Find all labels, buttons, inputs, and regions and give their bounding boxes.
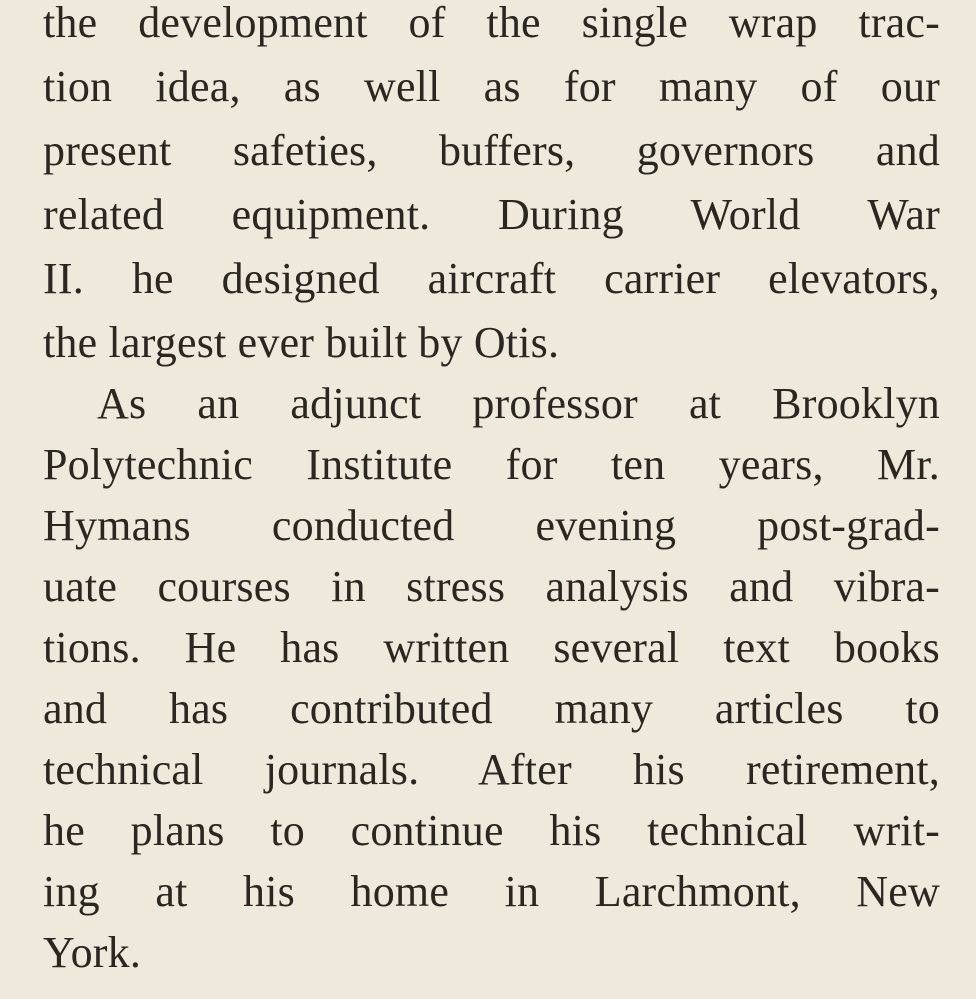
text-line: Hymans conducted evening post-grad- bbox=[43, 501, 940, 550]
text-line: tions. He has written several text books bbox=[43, 623, 940, 672]
text-line: the development of the single wrap trac- bbox=[43, 0, 940, 47]
text-line: As an adjunct professor at Brooklyn bbox=[97, 379, 940, 428]
text-line: the largest ever built by Otis. bbox=[43, 318, 560, 367]
text-line: related equipment. During World War bbox=[43, 190, 940, 239]
text-line: II. he designed aircraft carrier elevators, bbox=[43, 254, 940, 303]
text-line: Polytechnic Institute for ten years, Mr. bbox=[43, 440, 940, 489]
text-line: technical journals. After his retirement, bbox=[43, 745, 940, 794]
text-line: uate courses in stress analysis and vibra- bbox=[43, 562, 940, 611]
text-line: and has contributed many articles to bbox=[43, 684, 940, 733]
text-line: York. bbox=[43, 928, 142, 977]
text-line: present safeties, buffers, governors and bbox=[43, 126, 940, 175]
text-line: ing at his home in Larchmont, New bbox=[43, 867, 940, 916]
text-line: he plans to continue his technical writ- bbox=[43, 806, 940, 855]
text-line: tion idea, as well as for many of our bbox=[43, 62, 940, 111]
